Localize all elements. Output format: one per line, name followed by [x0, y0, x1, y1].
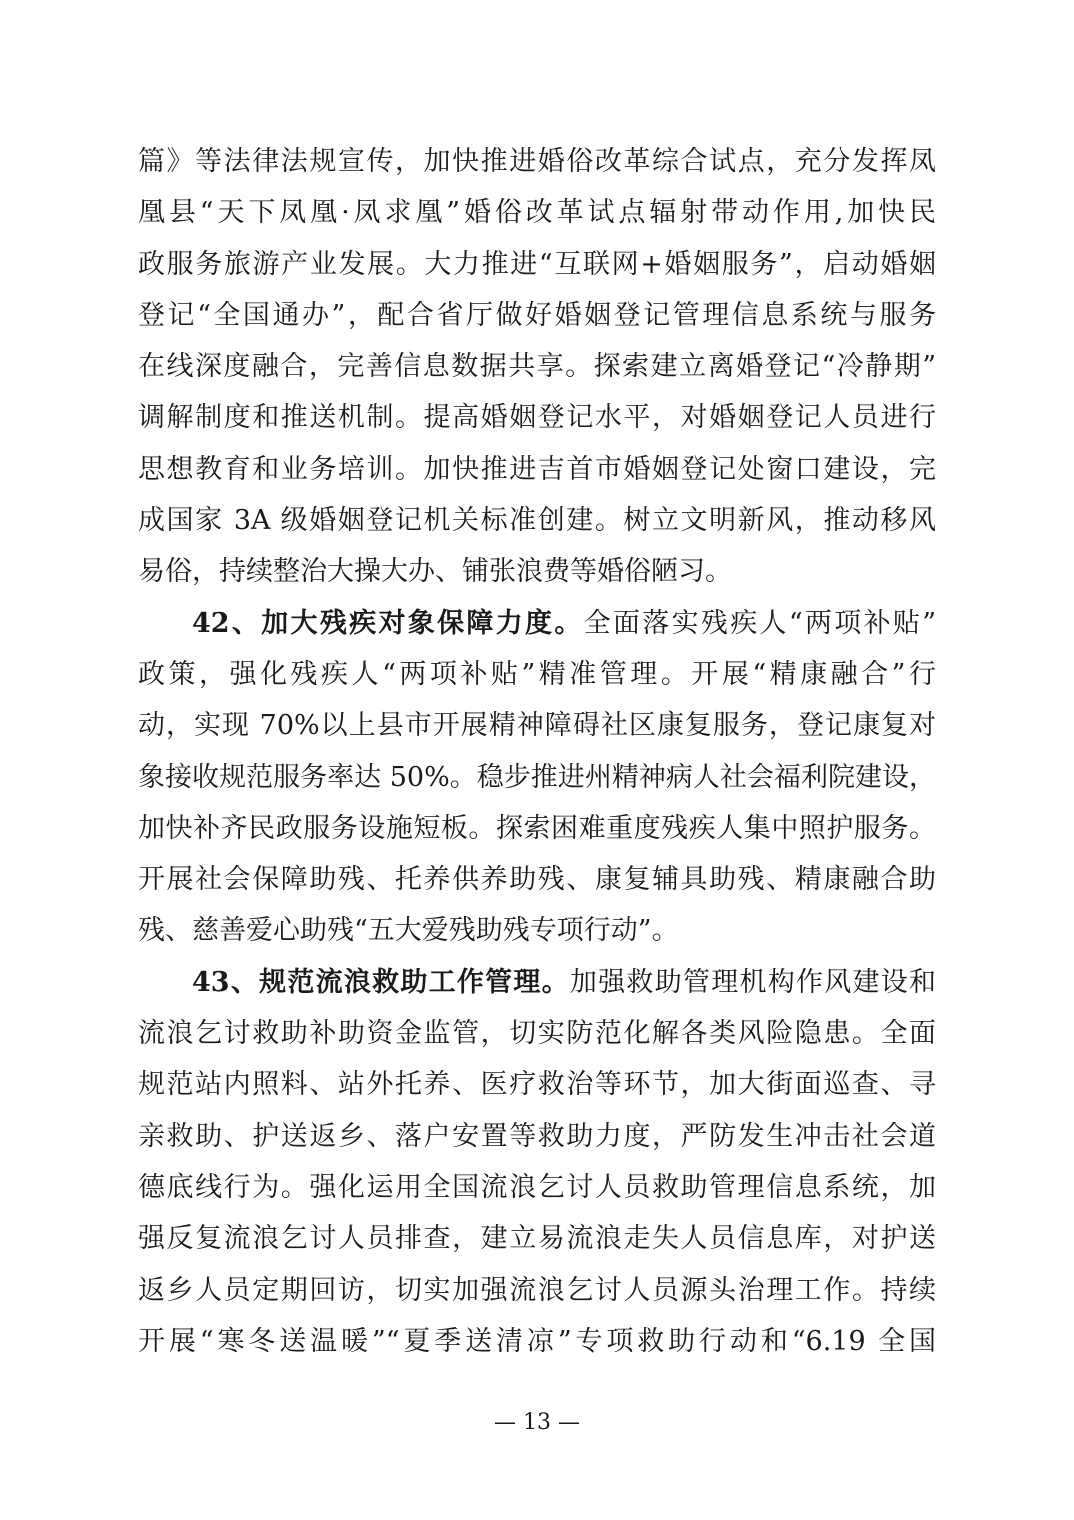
paragraph-vagrant-assistance	[138, 957, 936, 1367]
text-line: 政策，强化残疾人“两项补贴”精准管理。开展“精康融合”行	[138, 658, 936, 690]
text-line: 易俗，持续整治大操大办、铺张浪费等婚俗陋习。	[138, 556, 732, 588]
text-line: 流浪乞讨救助补助资金监管，切实防范化解各类风险隐患。全面	[138, 1018, 936, 1050]
document-body	[138, 136, 936, 1367]
text-line: 调解制度和推送机制。提高婚姻登记水平，对婚姻登记人员进行	[138, 402, 936, 434]
text-line: 在线深度融合，完善信息数据共享。探索建立离婚登记“冷静期”	[138, 351, 936, 383]
text-line: 返乡人员定期回访，切实加强流浪乞讨人员源头治理工作。持续	[138, 1274, 936, 1306]
text-line: 凰县“天下凤凰·凤求凰”婚俗改革试点辐射带动作用,加快民	[138, 197, 936, 229]
paragraph-disability-support	[138, 598, 936, 957]
text-line: 登记“全国通办”，配合省厅做好婚姻登记管理信息系统与服务	[138, 299, 936, 331]
text-line: 动，实现 70%以上县市开展精神障碍社区康复服务，登记康复对	[138, 710, 936, 742]
paragraph-first-line	[138, 957, 936, 1008]
text-line: 篇》等法律法规宣传，加快推进婚俗改革综合试点，充分发挥凤	[138, 146, 936, 177]
page-number: — 13 —	[494, 1410, 580, 1435]
text-run: 加强救助管理机构作风建设和	[569, 966, 937, 998]
text-line: 成国家 3A 级婚姻登记机关标准创建。树立文明新风，推动移风	[138, 505, 936, 537]
text-line: 强反复流浪乞讨人员排查，建立易流浪走失人员信息库，对护送	[138, 1223, 936, 1255]
text-line: 残、慈善爱心助残“五大爱残助残专项行动”。	[138, 915, 679, 947]
paragraph-marriage-reform	[138, 136, 936, 598]
text-line: 德底线行为。强化运用全国流浪乞讨人员救助管理信息系统，加	[138, 1171, 936, 1203]
text-line: 象接收规范服务率达 50%。稳步推进州精神病人社会福利院建设，	[138, 761, 936, 793]
text-line: 政服务旅游产业发展。大力推进“互联网+婚姻服务”，启动婚姻	[138, 248, 936, 280]
section-heading-42: 42、加大残疾对象保障力度。	[192, 607, 584, 639]
text-run: 全面落实残疾人“两项补贴”	[583, 607, 936, 639]
paragraph-first-line	[138, 598, 936, 649]
text-line: 亲救助、护送返乡、落户安置等救助力度，严防发生冲击社会道	[138, 1120, 936, 1152]
section-heading-43: 43、规范流浪救助工作管理。	[192, 966, 570, 998]
text-line: 开展社会保障助残、托养供养助残、康复辅具助残、精康融合助	[138, 864, 936, 896]
text-line: 规范站内照料、站外托养、医疗救治等环节，加大街面巡查、寻	[138, 1069, 936, 1101]
text-line: 开展“寒冬送温暖”“夏季送清凉”专项救助行动和“6.19 全国	[138, 1325, 936, 1357]
text-line: 思想教育和业务培训。加快推进吉首市婚姻登记处窗口建设，完	[138, 453, 936, 485]
text-line: 加快补齐民政服务设施短板。探索困难重度残疾人集中照护服务。	[138, 812, 936, 844]
